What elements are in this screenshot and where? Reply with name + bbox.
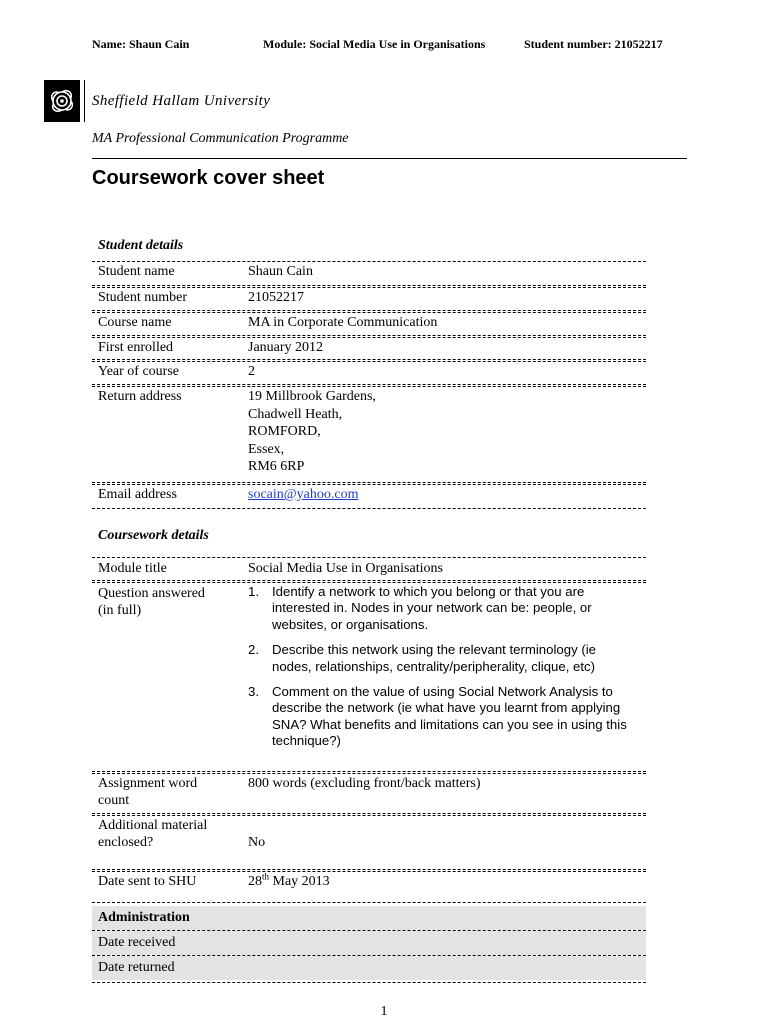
question-item — [248, 584, 638, 633]
return-address-label: Return address — [98, 389, 182, 404]
question-number: 2. — [248, 642, 259, 658]
question-number: 1. — [248, 584, 259, 599]
divider — [92, 557, 646, 558]
question-item — [248, 684, 638, 750]
divider — [92, 310, 646, 311]
divider — [92, 580, 646, 581]
module-title-value: Social Media Use in Organisations — [248, 561, 443, 576]
additional-label-line: enclosed? — [98, 835, 154, 850]
divider — [92, 871, 646, 872]
module-title-label: Module title — [98, 561, 167, 576]
year-of-course-value: 2 — [248, 364, 255, 379]
additional-label-line: Additional material — [98, 818, 208, 833]
word-count-label-line: count — [98, 793, 130, 808]
first-enrolled-value: January 2012 — [248, 340, 324, 355]
divider — [92, 982, 646, 983]
divider — [92, 337, 646, 338]
date-sent-label: Date sent to SHU — [98, 874, 197, 889]
student-name-value: Shaun Cain — [248, 264, 313, 279]
student-details-heading: Student details — [98, 238, 184, 253]
additional-material-value: No — [248, 835, 266, 850]
first-enrolled-label: First enrolled — [98, 340, 174, 355]
divider — [92, 813, 646, 814]
address-line: 19 Millbrook Gardens, — [248, 389, 376, 404]
question-label-line: (in full) — [98, 603, 142, 618]
logo-divider — [84, 80, 85, 122]
course-name-label: Course name — [98, 315, 172, 330]
header-student-number: Student number: 21052217 — [524, 37, 663, 51]
divider — [92, 482, 646, 483]
address-line: ROMFORD, — [248, 424, 321, 439]
divider — [92, 361, 646, 362]
address-line: Essex, — [248, 441, 285, 457]
header-module: Module: Social Media Use in Organisations — [263, 37, 486, 51]
divider — [92, 312, 646, 313]
divider — [92, 773, 646, 774]
additional-material-label — [98, 817, 207, 851]
word-count-label-line: Assignment word — [98, 776, 198, 791]
page-number: 1 — [380, 1004, 388, 1019]
divider — [92, 508, 646, 509]
email-link[interactable]: socain@yahoo.com — [248, 487, 359, 502]
divider — [92, 902, 646, 903]
word-count-value: 800 words (excluding front/back matters) — [248, 776, 481, 791]
question-label-line: Question answered — [98, 586, 205, 601]
divider — [92, 285, 646, 286]
student-name-label: Student name — [98, 264, 175, 279]
divider — [92, 287, 646, 288]
divider — [92, 815, 646, 816]
question-text: Comment on the value of using Social Network Analysis to describe the network (ie what have you learnt from applying SNA? What benefits and limitations can you see in using this technique?) — [272, 684, 627, 749]
university-name: Sheffield Hallam University — [92, 93, 271, 109]
coursework-details-heading: Coursework details — [98, 528, 209, 543]
question-answered-label — [98, 585, 205, 619]
email-address-label: Email address — [98, 487, 177, 502]
divider — [92, 386, 646, 387]
divider — [92, 582, 646, 583]
question-item — [248, 642, 638, 675]
course-name-value: MA in Corporate Communication — [248, 315, 438, 330]
date-sent-suffix: th — [262, 871, 270, 882]
return-address-value — [248, 388, 376, 476]
question-number: 3. — [248, 684, 259, 700]
date-sent-day: 28 — [248, 874, 262, 889]
date-received-label: Date received — [98, 935, 176, 950]
divider — [92, 771, 646, 772]
divider — [92, 335, 646, 336]
question-text: Identify a network to which you belong or that you are interested in. Nodes in your network can be: people, or websites, or organisations. — [272, 584, 592, 632]
student-number-label: Student number — [98, 290, 188, 305]
year-of-course-label: Year of course — [98, 364, 179, 379]
date-sent-value — [248, 873, 330, 891]
header-name: Name: Shaun Cain — [92, 37, 190, 51]
divider — [92, 384, 646, 385]
address-line: Chadwell Heath, — [248, 406, 343, 422]
university-logo-icon — [44, 80, 80, 122]
divider — [92, 484, 646, 485]
programme-name: MA Professional Communication Programme — [92, 131, 349, 146]
divider — [92, 261, 646, 262]
divider — [92, 869, 646, 870]
date-sent-month-year: May 2013 — [269, 874, 330, 889]
administration-heading: Administration — [98, 910, 190, 925]
address-line: RM6 6RP — [248, 459, 305, 474]
header-rule — [92, 158, 687, 159]
word-count-label — [98, 775, 197, 809]
question-text: Describe this network using the relevant terminology (ie nodes, relationships, centrality/peripherality, clique, etc) — [272, 642, 596, 674]
divider — [92, 359, 646, 360]
date-returned-label: Date returned — [98, 960, 175, 975]
student-number-value: 21052217 — [248, 290, 304, 305]
question-list — [248, 584, 638, 759]
page-title: Coursework cover sheet — [92, 167, 325, 189]
date-returned-band — [92, 956, 646, 980]
